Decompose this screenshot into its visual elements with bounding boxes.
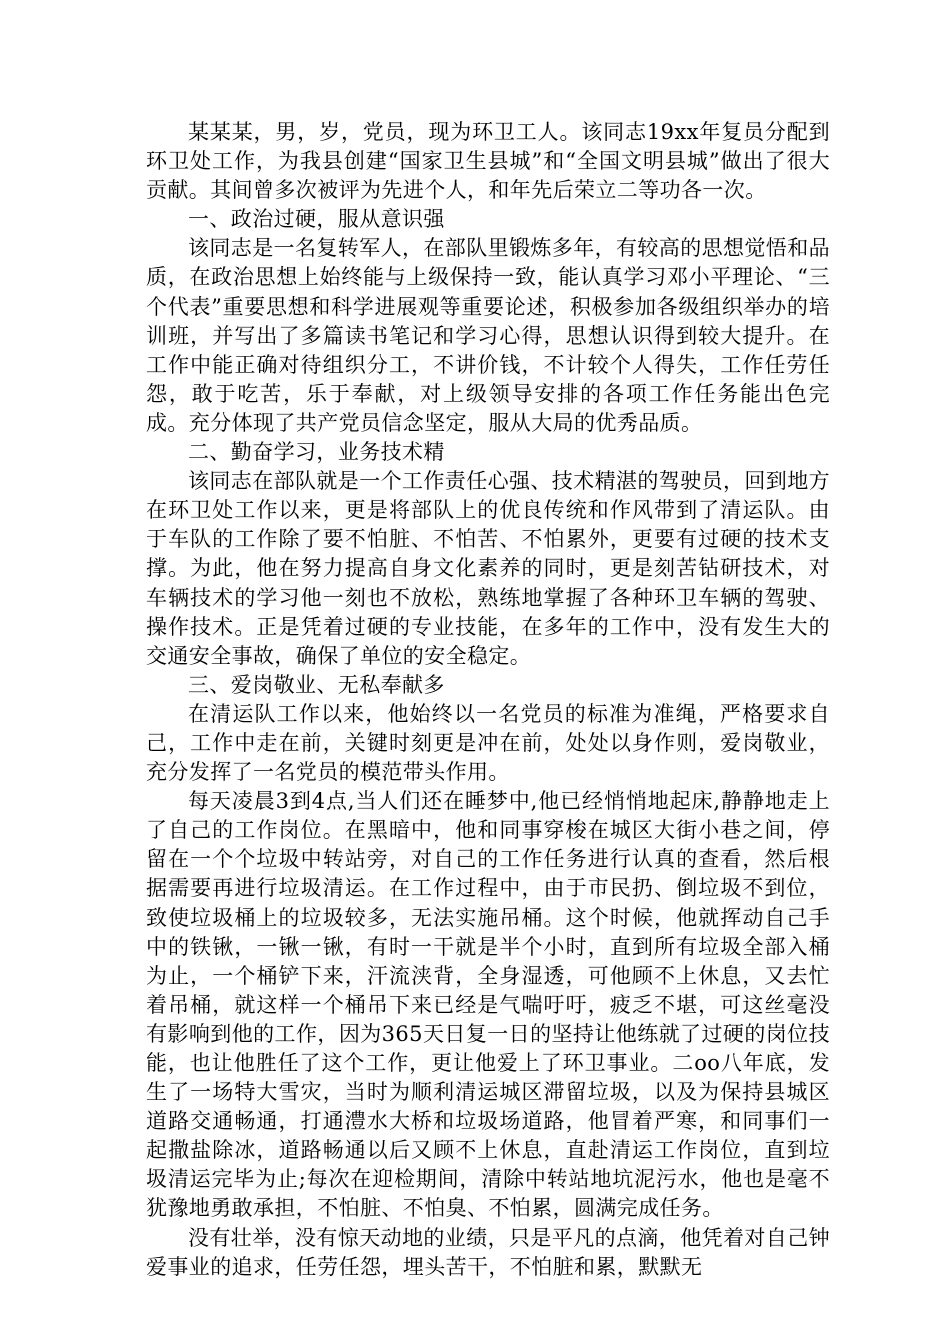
- closing-paragraph: 没有壮举，没有惊天动地的业绩，只是平凡的点滴，他凭着对自己钟爱事业的追求，任劳任怨，埋头苦干，不怕脏和累，默默无: [146, 1225, 830, 1279]
- document-body: [146, 118, 830, 1282]
- intro-paragraph: 某某某，男，岁，党员，现为环卫工人。该同志19xx年复员分配到环卫处工作，为我县创建“国家卫生县城”和“全国文明县城”做出了很大贡献。其间曾多次被评为先进个人，和年先后荣立二等功各一次。: [146, 120, 830, 203]
- section-2-paragraph: 该同志在部队就是一个工作责任心强、技术精湛的驾驶员，回到地方在环卫处工作以来，更是将部队上的优良传统和作风带到了清运队。由于车队的工作除了要不怕脏、不怕苦、不怕累外，更要有过硬的技术支撑。为此，他在努力提高自身文化素养的同时，更是刻苦钻研技术，对车辆技术的学习他一刻也不放松，熟练地掌握了各种环卫车辆的驾驶、操作技术。正是凭着过硬的专业技能，在多年的工作中，没有发生大的交通安全事故，确保了单位的安全稳定。: [146, 469, 830, 668]
- section-heading-3: 三、爱岗敬业、无私奉献多: [188, 672, 445, 697]
- section-1-paragraph: 该同志是一名复转军人，在部队里锻炼多年，有较高的思想觉悟和品质，在政治思想上始终能与上级保持一致，能认真学习邓小平理论、“三个代表”重要思想和科学进展观等重要论述，积极参加各级组织举办的培训班，并写出了多篇读书笔记和学习心得，思想认识得到较大提升。在工作中能正确对待组织分工，不讲价钱，不计较个人得失，工作任劳任怨，敢于吃苦，乐于奉献，对上级领导安排的各项工作任务能出色完成。充分体现了共产党员信念坚定，服从大局的优秀品质。: [146, 236, 830, 435]
- section-3-paragraph-2: 每天凌晨3到4点,当人们还在睡梦中,他已经悄悄地起床,静静地走上了自己的工作岗位。在黑暗中，他和同事穿梭在城区大街小巷之间，停留在一个个垃圾中转站旁，对自己的工作任务进行认真的查看，然后根据需要再进行垃圾清运。在工作过程中，由于市民扔、倒垃圾不到位，致使垃圾桶上的垃圾较多，无法实施吊桶。这个时候，他就挥动自己手中的铁锹，一锹一锹，有时一干就是半个小时，直到所有垃圾全部入桶为止，一个桶铲下来，汗流浃背，全身湿透，可他顾不上休息，又去忙着吊桶，就这样一个桶吊下来已经是气喘吁吁，疲乏不堪，可这丝毫没有影响到他的工作，因为365天日复一日的坚持让他练就了过硬的岗位技能，也让他胜任了这个工作，更让他爱上了环卫事业。二oo八年底，发生了一场特大雪灾，当时为顺利清运城区滞留垃圾，以及为保持县城区道路交通畅通，打通澧水大桥和垃圾场道路，他冒着严寒，和同事们一起撒盐除冰，道路畅通以后又顾不上休息，直赴清运工作岗位，直到垃圾清运完毕为止;每次在迎检期间，清除中转站地坑泥污水，他也是毫不犹豫地勇敢承担，不怕脏、不怕臭、不怕累，圆满完成任务。: [146, 789, 830, 1221]
- section-heading-1: 一、政治过硬，服从意识强: [188, 207, 445, 232]
- section-3-paragraph-1: 在清运队工作以来，他始终以一名党员的标准为准绳，严格要求自己，工作中走在前，关键时刻更是冲在前，处处以身作则，爱岗敬业，充分发挥了一名党员的模范带头作用。: [146, 701, 830, 785]
- section-heading-2: 二、勤奋学习，业务技术精: [188, 440, 445, 465]
